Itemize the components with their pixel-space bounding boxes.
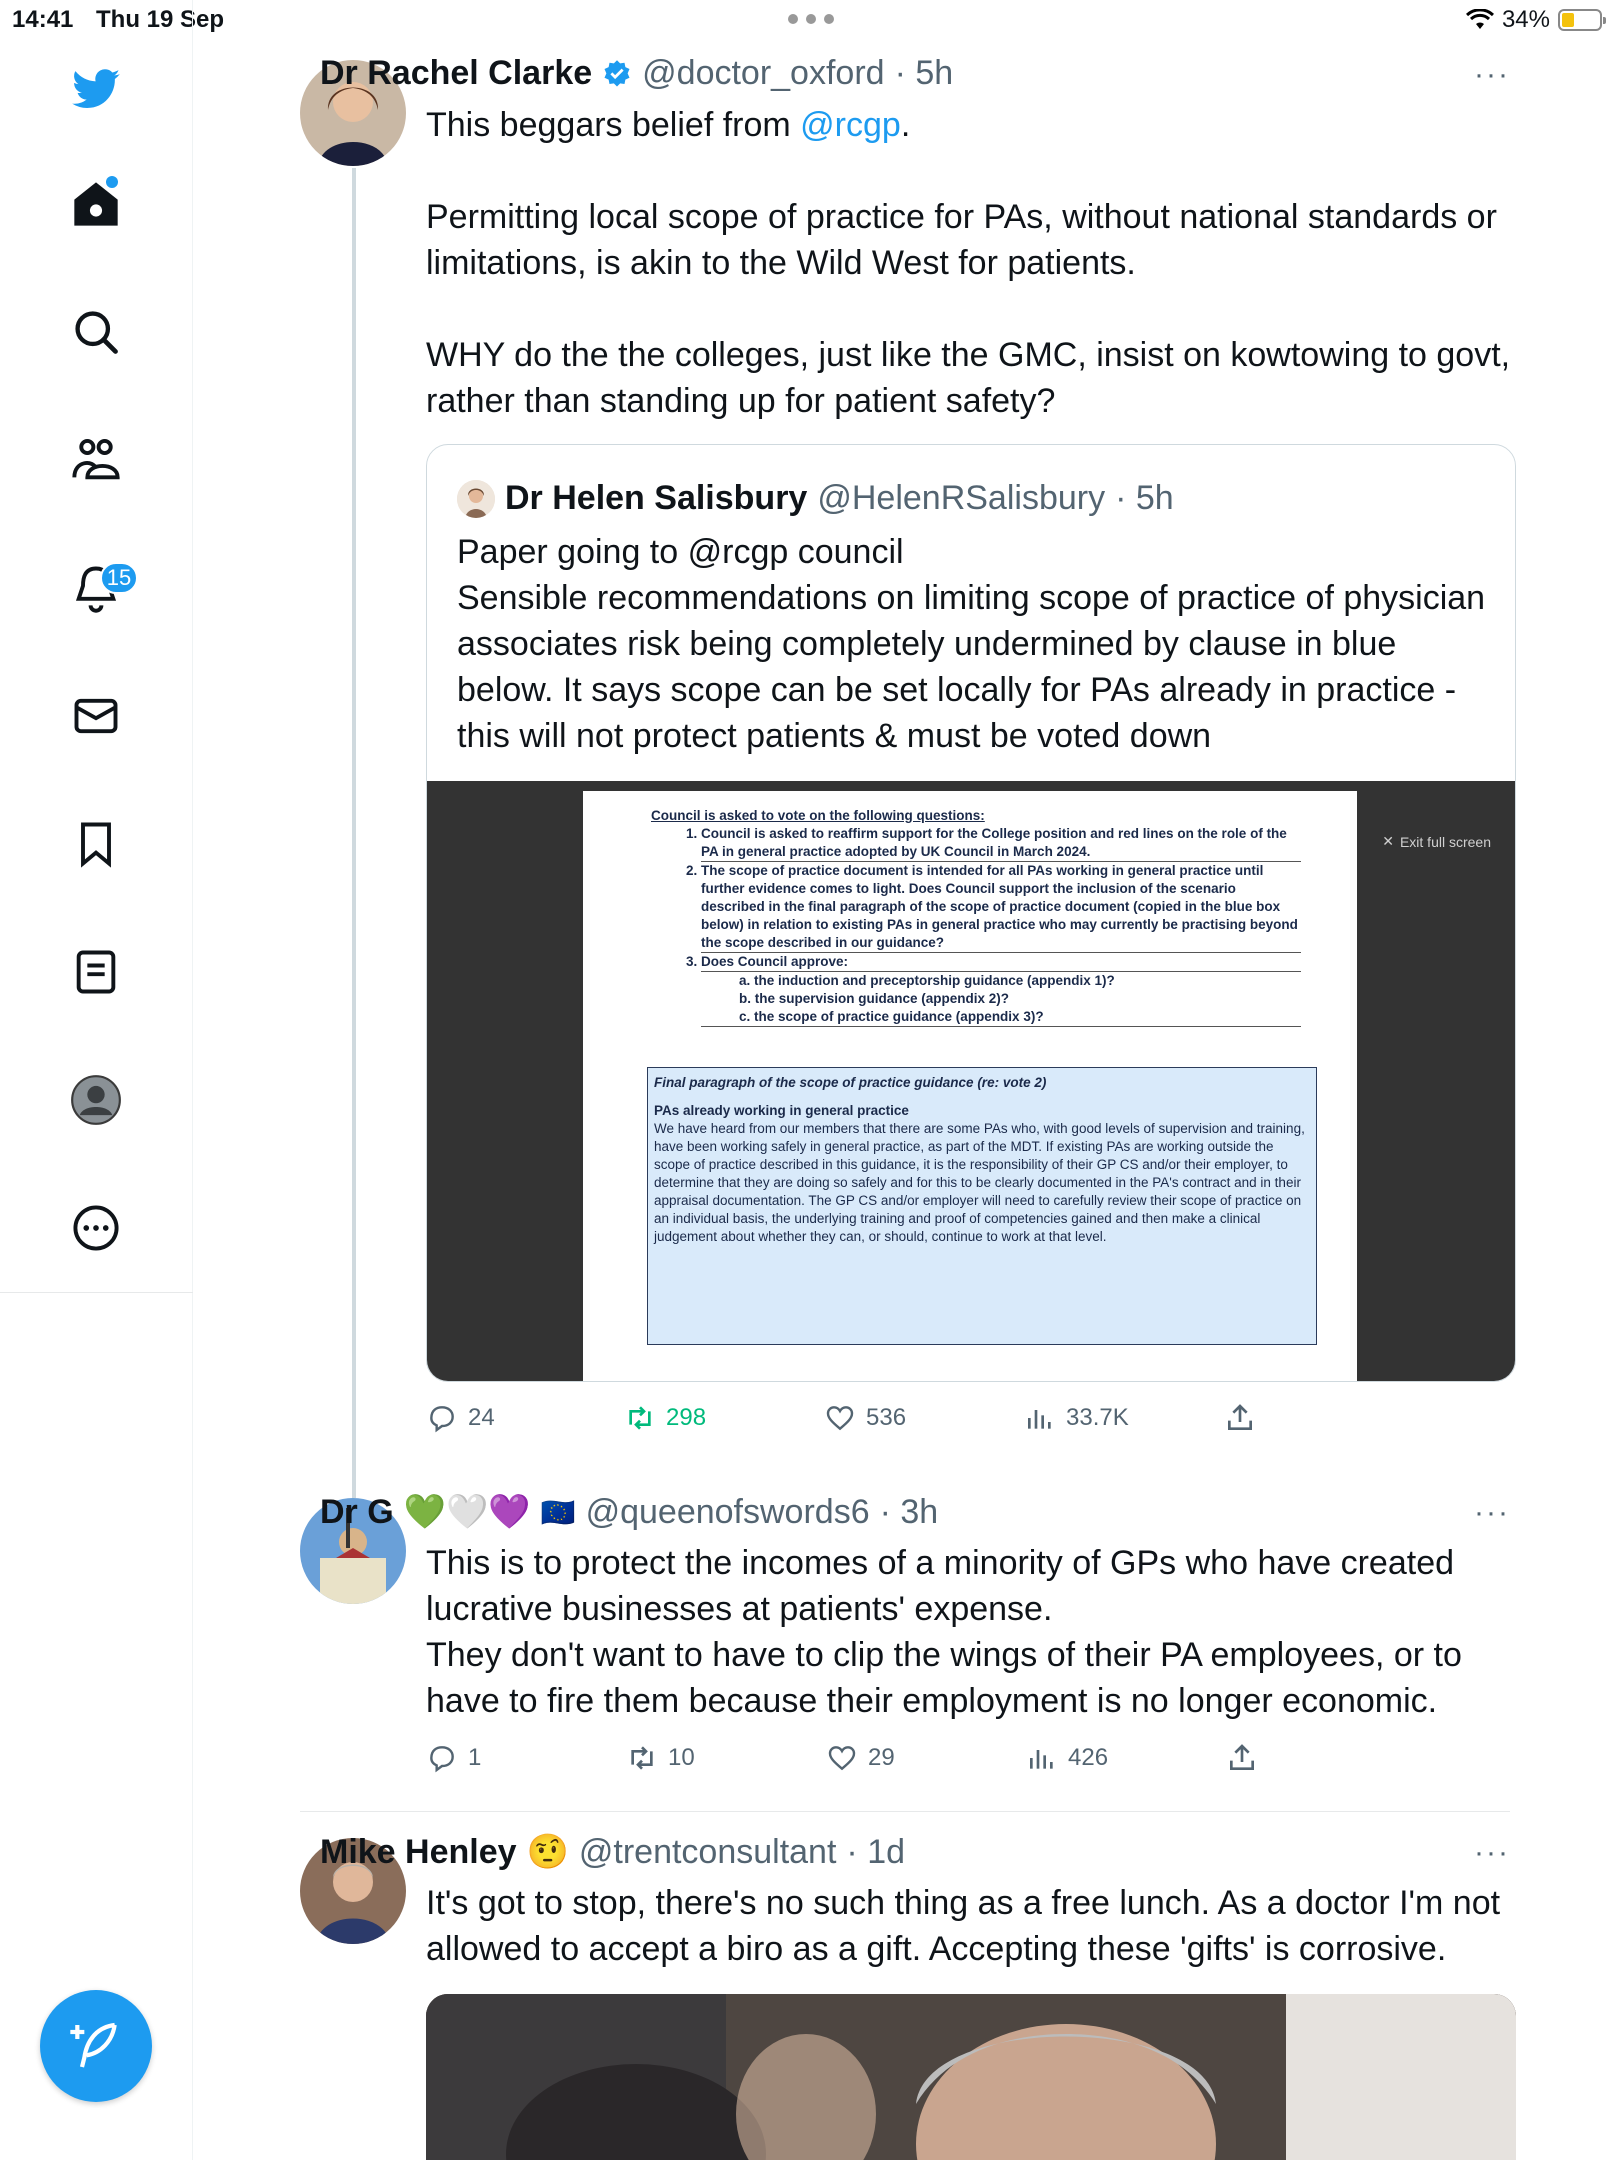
- exit-full-screen-label: [1382, 833, 1491, 850]
- views-icon: [1024, 1402, 1056, 1434]
- tweet1-views-button[interactable]: [1024, 1402, 1224, 1434]
- tweet3-text: It's got to stop, there's no such thing as a free lunch. As a doctor I'm not allowed to accept a biro as a gift. Accepting these 'gifts' is corrosive.: [426, 1884, 1510, 1968]
- quote-handle: @HelenRSalisbury: [817, 479, 1106, 517]
- tweet2-share-button[interactable]: [1226, 1742, 1286, 1774]
- tweet2-actions: [426, 1742, 1296, 1774]
- quote-media-image[interactable]: [427, 781, 1516, 1382]
- doc-blue-box: [647, 1067, 1317, 1345]
- tweet2-author-name[interactable]: Dr G: [320, 1492, 394, 1531]
- tweet3-author-name[interactable]: Mike Henley: [320, 1832, 517, 1871]
- status-date: Thu 19 Sep: [96, 6, 225, 33]
- doc-heading: Council is asked to vote on the following questions:: [651, 808, 985, 823]
- tweet2-retweet-count: 10: [668, 1744, 695, 1771]
- tweet2-more-button[interactable]: ···: [1474, 1496, 1510, 1529]
- tweet1-share-button[interactable]: [1224, 1402, 1284, 1434]
- doc-question-3-text: Does Council approve:: [701, 954, 849, 969]
- tweet2-name-emoji: 💚🤍💜: [403, 1493, 531, 1531]
- doc-sub-c: c. the scope of practice guidance (appendix 3)?: [739, 1009, 1044, 1024]
- document-questions: [651, 807, 1301, 1027]
- quote-header: [457, 479, 1174, 518]
- tweet2-time[interactable]: · 3h: [879, 1492, 939, 1531]
- doc-question-2-text: The scope of practice document is intended for all PAs working in general practice until further evidence comes to light. Does Council support the inclusion of the scenario described in the final paragraph of the scope of practice document (copied in the blue box below) in relation to existing PAs in general practice who may currently be practising beyond the scope described in our guidance?: [701, 863, 1298, 950]
- tweet1-retweet-button[interactable]: [624, 1402, 824, 1434]
- search-icon[interactable]: [62, 298, 130, 366]
- tweet2-like-button[interactable]: [826, 1742, 1026, 1774]
- share-icon: [1224, 1402, 1256, 1434]
- tweet3-media-image[interactable]: [426, 1994, 1516, 2160]
- tweet2-flag-emoji: 🇪🇺: [540, 1496, 576, 1528]
- thread-line: [352, 168, 356, 1498]
- lists-icon[interactable]: [62, 938, 130, 1006]
- tweet3-name-emoji: 🤨: [526, 1833, 569, 1871]
- quote-time: · 5h: [1115, 479, 1174, 517]
- retweet-icon: [626, 1742, 658, 1774]
- doc-sub-b: b. the supervision guidance (appendix 2)?: [739, 991, 1010, 1006]
- tweet2-views-button[interactable]: [1026, 1742, 1226, 1774]
- sidebar-divider: [0, 1292, 193, 1293]
- tweet2-like-count: 29: [868, 1744, 895, 1771]
- battery-percent: 34%: [1501, 6, 1550, 33]
- tweet3-header: [320, 1832, 905, 1872]
- tweet3-time[interactable]: · 1d: [846, 1832, 906, 1871]
- messages-icon[interactable]: [62, 682, 130, 750]
- profile-icon[interactable]: [62, 1066, 130, 1134]
- tweet1-reply-count: 24: [468, 1404, 495, 1431]
- tweet-separator: [300, 1811, 1510, 1812]
- retweet-icon: [624, 1402, 656, 1434]
- notifications-icon[interactable]: [62, 554, 130, 622]
- bookmarks-icon[interactable]: [62, 810, 130, 878]
- tweet2-handle[interactable]: @queenofswords6: [585, 1492, 870, 1531]
- tweet1-header: [320, 54, 953, 93]
- doc-box-subtitle: PAs already working in general practice: [654, 1103, 909, 1118]
- reply-icon: [426, 1402, 458, 1434]
- sidebar: [0, 0, 193, 2160]
- heart-icon: [824, 1402, 856, 1434]
- tweet1-author-name[interactable]: Dr Rachel Clarke: [320, 54, 593, 92]
- tweet2-text: This is to protect the incomes of a minority of GPs who have created lucrative businesses at patients' expense. They don't want to have to clip the wings of their PA employees, or to have to fire them because their employment is no longer economic.: [426, 1544, 1462, 1720]
- share-icon: [1226, 1742, 1258, 1774]
- tweet1-reply-button[interactable]: [426, 1402, 626, 1434]
- doc-sub-a: a. the induction and preceptorship guidance (appendix 1)?: [739, 973, 1115, 988]
- tweet2-reply-count: 1: [468, 1744, 482, 1771]
- doc-question-1-text: Council is asked to reaffirm support for the College position and red lines on the role of the PA in general practice adopted by UK Council in March 2024.: [701, 826, 1287, 859]
- verified-badge-icon: [602, 59, 632, 89]
- quoted-tweet[interactable]: [426, 444, 1516, 1382]
- doc-box-text: We have heard from our members that there are some PAs who, with good levels of supervision and training, have been working safely in general practice, as part of the MDT. If existing PAs are working outside the scope of practice described in this guidance, it is the responsibility of their GP CS and/or their employer, to determine that they are doing so safely and for this to be clearly documented in the PA's contract and in their appraisal documentation. The GP CS and/or employer will need to carefully review their scope of practice on an individual basis, the underlying training and proof of competencies gained and then make a clinical judgement about whether they can, or should, continue to work at that level.: [654, 1121, 1305, 1244]
- timeline: [194, 0, 1620, 2160]
- tweet2-header: [320, 1492, 938, 1532]
- tweet1-like-count: 536: [866, 1404, 907, 1431]
- tweet1-more-button[interactable]: ···: [1474, 58, 1510, 91]
- mention-link[interactable]: @rcgp: [800, 106, 901, 144]
- home-unread-dot: [106, 176, 118, 188]
- doc-question-3: [701, 953, 1301, 972]
- tweet1-actions: [426, 1402, 1296, 1434]
- notifications-badge: 15: [100, 562, 138, 594]
- quote-text: Paper going to @rcgp council Sensible recommendations on limiting scope of practice of physician associates risk being completely undermined by clause in blue below. It says scope can be set locally for PAs already in practice - this will not protect patients & must be voted down: [457, 533, 1486, 755]
- tweet1-text-rest: . Permitting local scope of practice for PAs, without national standards or limitations, is akin to the Wild West for patients. WHY do the the colleges, just like the GMC, insist on kowtowing to govt, rather than standing up for patient safety?: [426, 106, 1511, 420]
- tweet3-handle[interactable]: @trentconsultant: [578, 1832, 837, 1871]
- tweet1-text: [426, 102, 1516, 424]
- tweet1-like-button[interactable]: [824, 1402, 1024, 1434]
- tweet1-time[interactable]: · 5h: [894, 54, 954, 92]
- feather-plus-icon: [68, 2018, 124, 2074]
- doc-question-1: [701, 825, 1301, 862]
- reply-icon: [426, 1742, 458, 1774]
- views-icon: [1026, 1742, 1058, 1774]
- tweet3-more-button[interactable]: ···: [1474, 1836, 1510, 1869]
- document-page: [583, 791, 1357, 1382]
- tweet2-retweet-button[interactable]: [626, 1742, 826, 1774]
- doc-question-2: [701, 862, 1301, 953]
- tweet1-handle[interactable]: @doctor_oxford: [642, 54, 885, 92]
- twitter-logo-icon[interactable]: [62, 56, 130, 124]
- quote-author-name: Dr Helen Salisbury: [505, 479, 808, 517]
- tweet2-reply-button[interactable]: [426, 1742, 626, 1774]
- tweet2-view-count: 426: [1068, 1744, 1109, 1771]
- more-icon[interactable]: [62, 1194, 130, 1262]
- tweet1-retweet-count: 298: [666, 1404, 707, 1431]
- close-icon: ✕: [1382, 833, 1394, 849]
- home-icon[interactable]: [62, 170, 130, 238]
- tweet1-view-count: 33.7K: [1066, 1404, 1129, 1431]
- tweet1-text-start: This beggars belief from: [426, 106, 801, 144]
- status-time: 14:41: [12, 6, 74, 33]
- exit-full-screen-text: Exit full screen: [1399, 833, 1491, 850]
- avatar-helen-salisbury: [457, 480, 495, 518]
- heart-icon: [826, 1742, 858, 1774]
- compose-tweet-button[interactable]: [40, 1990, 152, 2102]
- doc-box-title: Final paragraph of the scope of practice guidance (re: vote 2): [654, 1075, 1047, 1090]
- communities-icon[interactable]: [62, 426, 130, 494]
